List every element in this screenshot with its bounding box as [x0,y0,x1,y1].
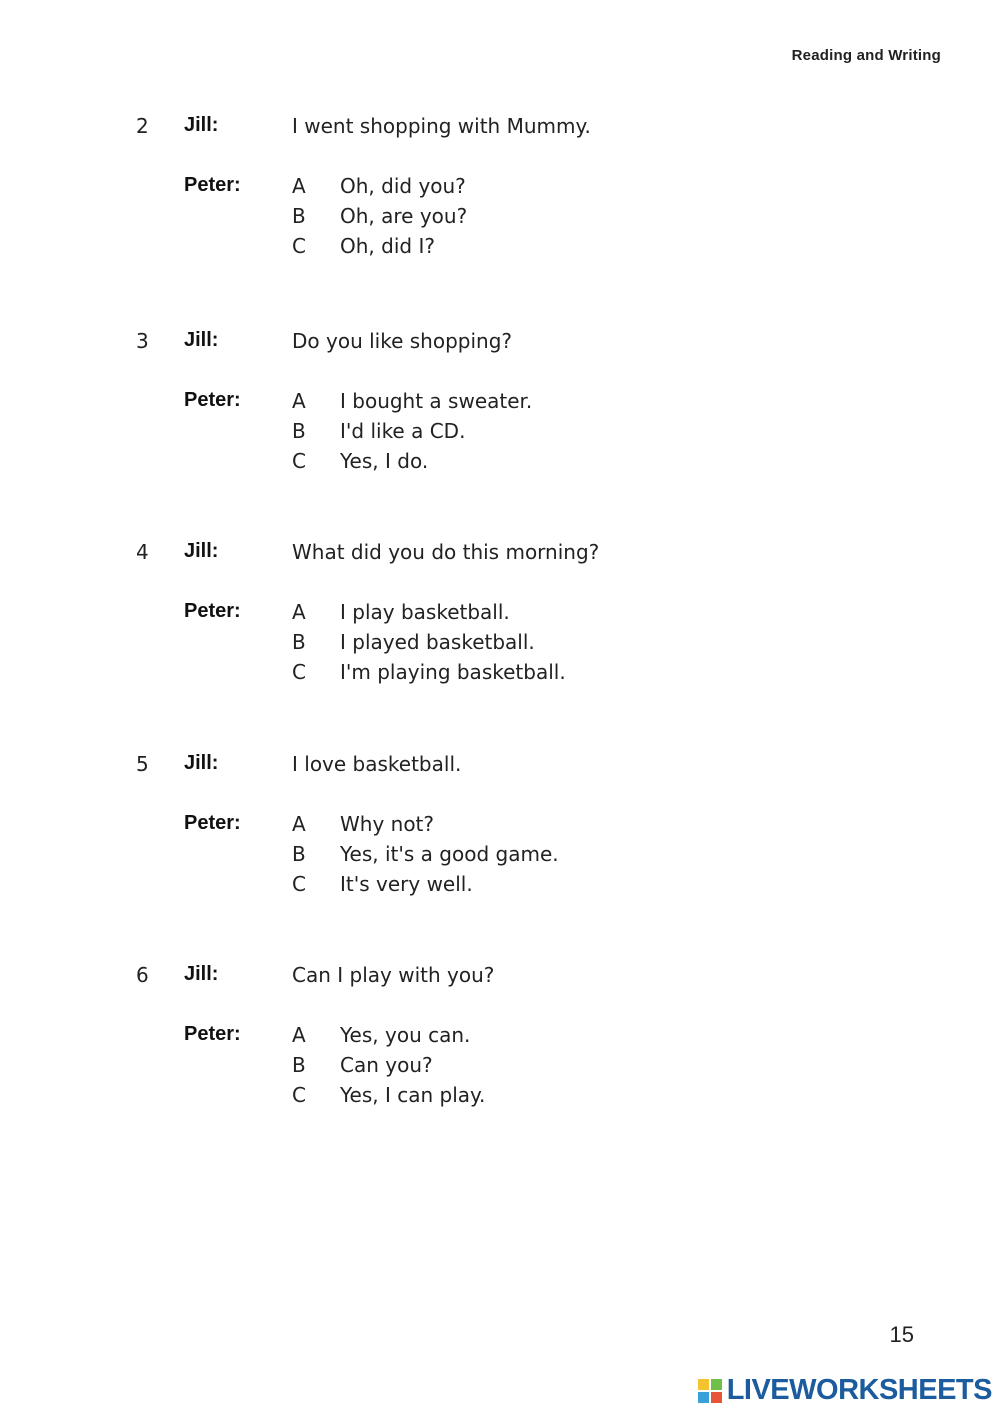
jill-prompt: Can I play with you? [292,963,495,987]
option-text: It's very well. [340,872,473,896]
option-text: Can you? [340,1053,433,1077]
option-b[interactable] [292,419,465,443]
option-letter: B [292,204,306,228]
option-text: Yes, it's a good game. [340,842,559,866]
option-text: I'd like a CD. [340,419,466,443]
option-letter: C [292,234,306,258]
question-number: 6 [136,963,149,987]
option-a[interactable] [292,812,434,836]
option-letter: A [292,600,306,624]
option-letter: C [292,660,306,684]
option-letter: C [292,1083,306,1107]
option-text: Oh, are you? [340,204,468,228]
section-header: Reading and Writing [791,47,941,64]
option-text: Yes, I do. [340,449,429,473]
option-c[interactable] [292,234,435,258]
option-c[interactable] [292,872,473,896]
speaker-peter: Peter: [184,600,241,622]
question-number: 3 [136,329,149,353]
option-letter: C [292,872,306,896]
speaker-jill: Jill: [184,114,219,136]
question-number: 5 [136,752,149,776]
option-letter: A [292,1023,306,1047]
option-text: I'm playing basketball. [340,660,566,684]
option-a[interactable] [292,1023,470,1047]
page-number: 15 [889,1322,914,1347]
jill-prompt: What did you do this morning? [292,540,600,564]
option-text: Yes, I can play. [340,1083,486,1107]
jill-prompt: Do you like shopping? [292,329,513,353]
speaker-peter: Peter: [184,174,241,196]
speaker-peter: Peter: [184,1023,241,1045]
jill-prompt: I went shopping with Mummy. [292,114,591,138]
option-text: I bought a sweater. [340,389,533,413]
option-letter: B [292,842,306,866]
option-text: I played basketball. [340,630,535,654]
option-letter: B [292,1053,306,1077]
option-text: Oh, did you? [340,174,466,198]
question-number: 2 [136,114,149,138]
speaker-jill: Jill: [184,540,219,562]
jill-prompt: I love basketball. [292,752,462,776]
liveworksheets-logo-icon [697,1378,723,1404]
question-number: 4 [136,540,149,564]
option-b[interactable] [292,630,535,654]
option-a[interactable] [292,389,532,413]
option-letter: A [292,174,306,198]
option-c[interactable] [292,449,428,473]
speaker-jill: Jill: [184,963,219,985]
speaker-jill: Jill: [184,752,219,774]
option-b[interactable] [292,204,467,228]
brand-name: LIVEWORKSHEETS [726,1374,992,1406]
speaker-jill: Jill: [184,329,219,351]
liveworksheets-brand [697,1374,992,1407]
option-letter: A [292,389,306,413]
option-letter: B [292,419,306,443]
option-a[interactable] [292,600,510,624]
option-text: Oh, did I? [340,234,435,258]
option-a[interactable] [292,174,466,198]
option-letter: C [292,449,306,473]
option-text: Why not? [340,812,435,836]
speaker-peter: Peter: [184,389,241,411]
speaker-peter: Peter: [184,812,241,834]
option-c[interactable] [292,660,566,684]
option-letter: B [292,630,306,654]
option-b[interactable] [292,842,559,866]
option-b[interactable] [292,1053,433,1077]
option-c[interactable] [292,1083,485,1107]
option-text: I play basketball. [340,600,510,624]
option-letter: A [292,812,306,836]
option-text: Yes, you can. [340,1023,471,1047]
